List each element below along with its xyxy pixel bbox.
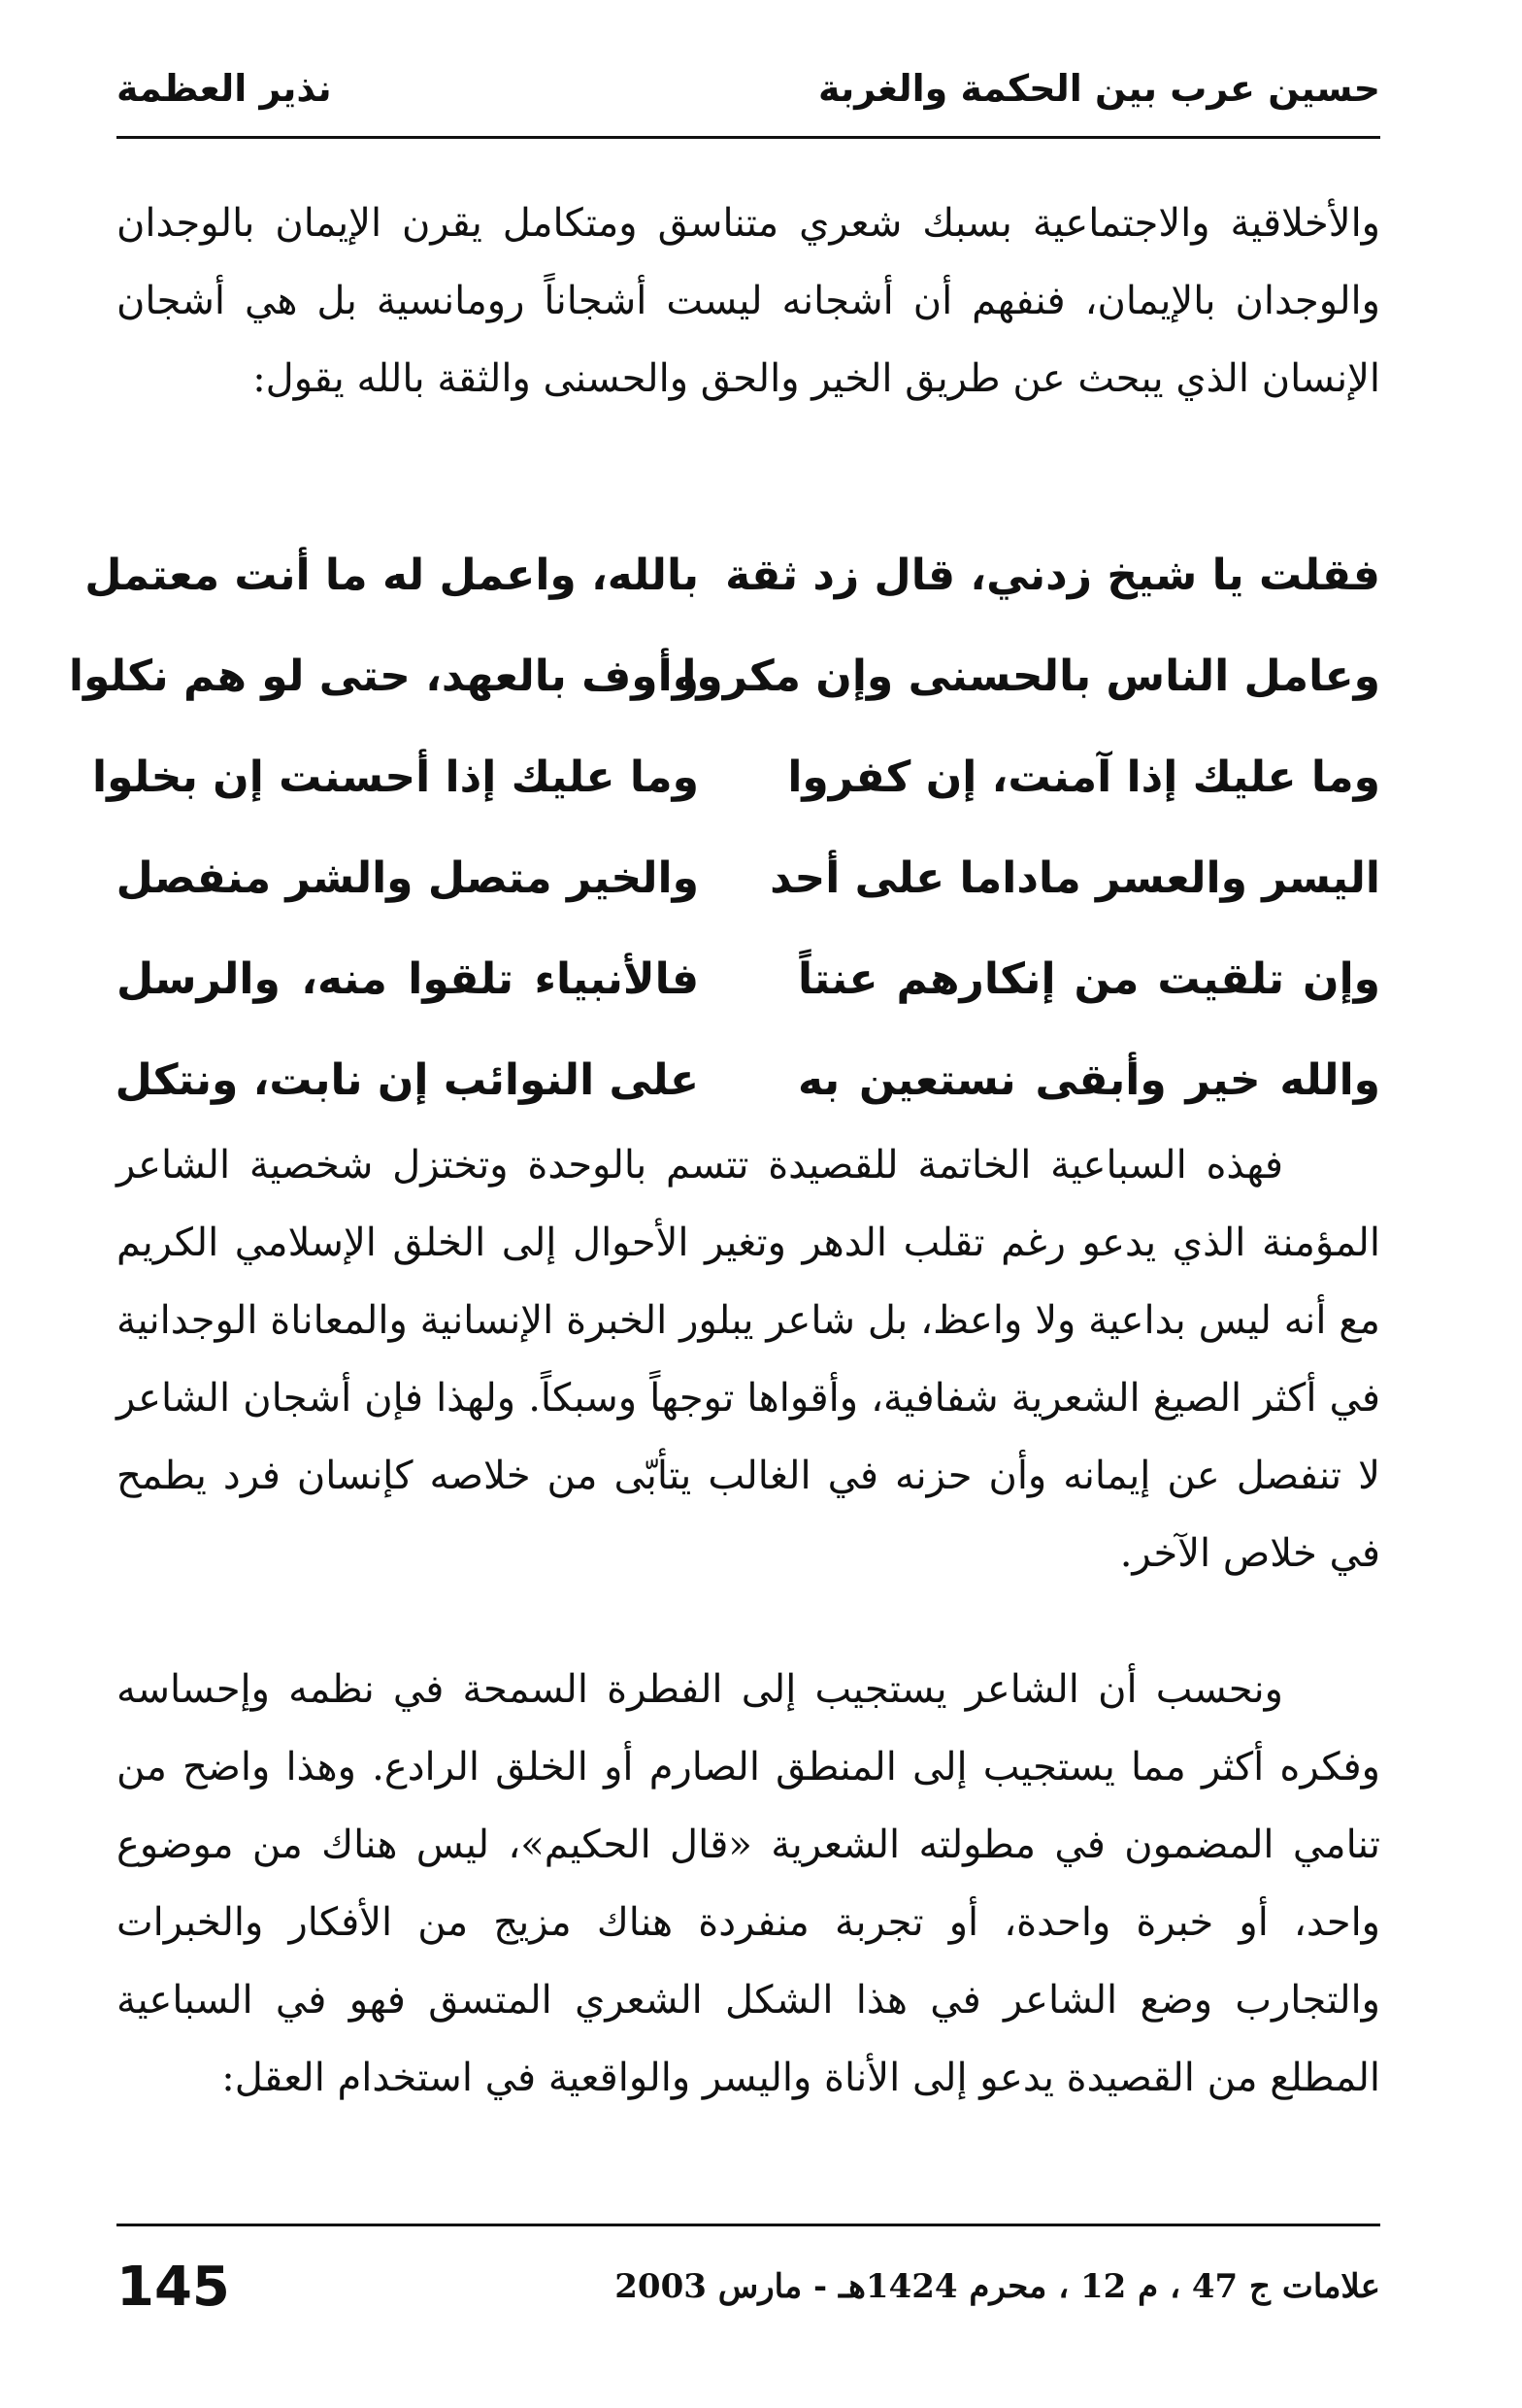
- header-rule: [116, 136, 1380, 139]
- verse-first-hemistich: وعامل الناس بالحسنى وإن مكروا: [681, 651, 1380, 701]
- verse-second-hemistich: وأوف بالعهد، حتى لو هم نكلوا: [68, 651, 699, 701]
- poem: [68, 524, 1380, 1130]
- running-header: [116, 45, 1380, 132]
- footer-rule: [116, 2224, 1380, 2226]
- verse-first-hemistich: وإن تلقيت من إنكارهم عنتاً: [798, 953, 1380, 1004]
- running-footer: [116, 2243, 1380, 2330]
- paragraph-commentary: ونحسب أن الشاعر يستجيب إلى الفطرة السمحة في نظمه وإحساسه وفكره أكثر مما يستجيب إلى المنطق الصارم أو الخلق الرادع. وهذا واضح من تنامي المضمون في مطولته الشعرية «قال الحكيم»، ليس هناك من موضوع واحد، أو خبرة واحدة، أو تجربة منفردة هناك مزيج من الأفكار والخبرات والتجارب وضع الشاعر في هذا الشكل الشعري المتسق فهو في السباعية المطلع من القصيدة يدعو إلى الأناة واليسر والواقعية في استخدام العقل:: [116, 1667, 1380, 2100]
- header-article-title: حسين عرب بين الحكمة والغربة: [817, 67, 1380, 110]
- poem-verse: [116, 1029, 1380, 1130]
- page-number: 145: [116, 2255, 230, 2319]
- poem-verse: [84, 524, 1380, 625]
- verse-first-hemistich: والله خير وأبقى نستعين به: [798, 1054, 1380, 1105]
- poem-verse: [116, 827, 1380, 928]
- journal-citation: علامات ج 47 ، م 12 ، محرم 1424هـ - مارس 2003: [614, 2267, 1380, 2306]
- verse-second-hemistich: وما عليك إذا أحسنت إن بخلوا: [91, 752, 699, 802]
- verse-second-hemistich: بالله، واعمل له ما أنت معتمل: [84, 550, 699, 600]
- poem-verse: [91, 726, 1380, 827]
- poem-verse: [68, 625, 1380, 726]
- verse-second-hemistich: فالأنبياء تلقوا منه، والرسل: [116, 953, 699, 1004]
- verse-first-hemistich: فقلت يا شيخ زدني، قال زد ثقة: [725, 550, 1380, 600]
- verse-second-hemistich: على النوائب إن نابت، ونتكل: [115, 1054, 699, 1105]
- paragraph-intro: والأخلاقية والاجتماعية بسبك شعري متناسق ومتكامل يقرن الإيمان بالوجدان والوجدان بالإيمان، فنفهم أن أشجانه ليست أشجاناً رومانسية بل هي أشجان الإنسان الذي يبحث عن طريق الخير والحق والحسنى والثقة بالله يقول:: [116, 201, 1380, 401]
- poem-verse: [116, 928, 1380, 1029]
- paragraph-analysis: فهذه السباعية الخاتمة للقصيدة تتسم بالوحدة وتختزل شخصية الشاعر المؤمنة الذي يدعو رغم تقلب الدهر وتغير الأحوال إلى الخلق الإسلامي الكريم مع أنه ليس بداعية ولا واعظ، بل شاعر يبلور الخبرة الإنسانية والمعاناة الوجدانية في أكثر الصيغ الشعرية شفافية، وأقواها توجهاً وسبكاً. ولهذا فإن أشجان الشاعر لا تنفصل عن إيمانه وأن حزنه في الغالب يتأبّى من خلاصه كإنسان فرد يطمح في خلاص الآخر.: [116, 1143, 1380, 1576]
- verse-first-hemistich: اليسر والعسر ماداما على أحد: [770, 853, 1380, 903]
- verse-second-hemistich: والخير متصل والشر منفصل: [116, 853, 699, 903]
- header-author: نذير العظمة: [116, 67, 332, 110]
- verse-first-hemistich: وما عليك إذا آمنت، إن كفروا: [787, 752, 1380, 802]
